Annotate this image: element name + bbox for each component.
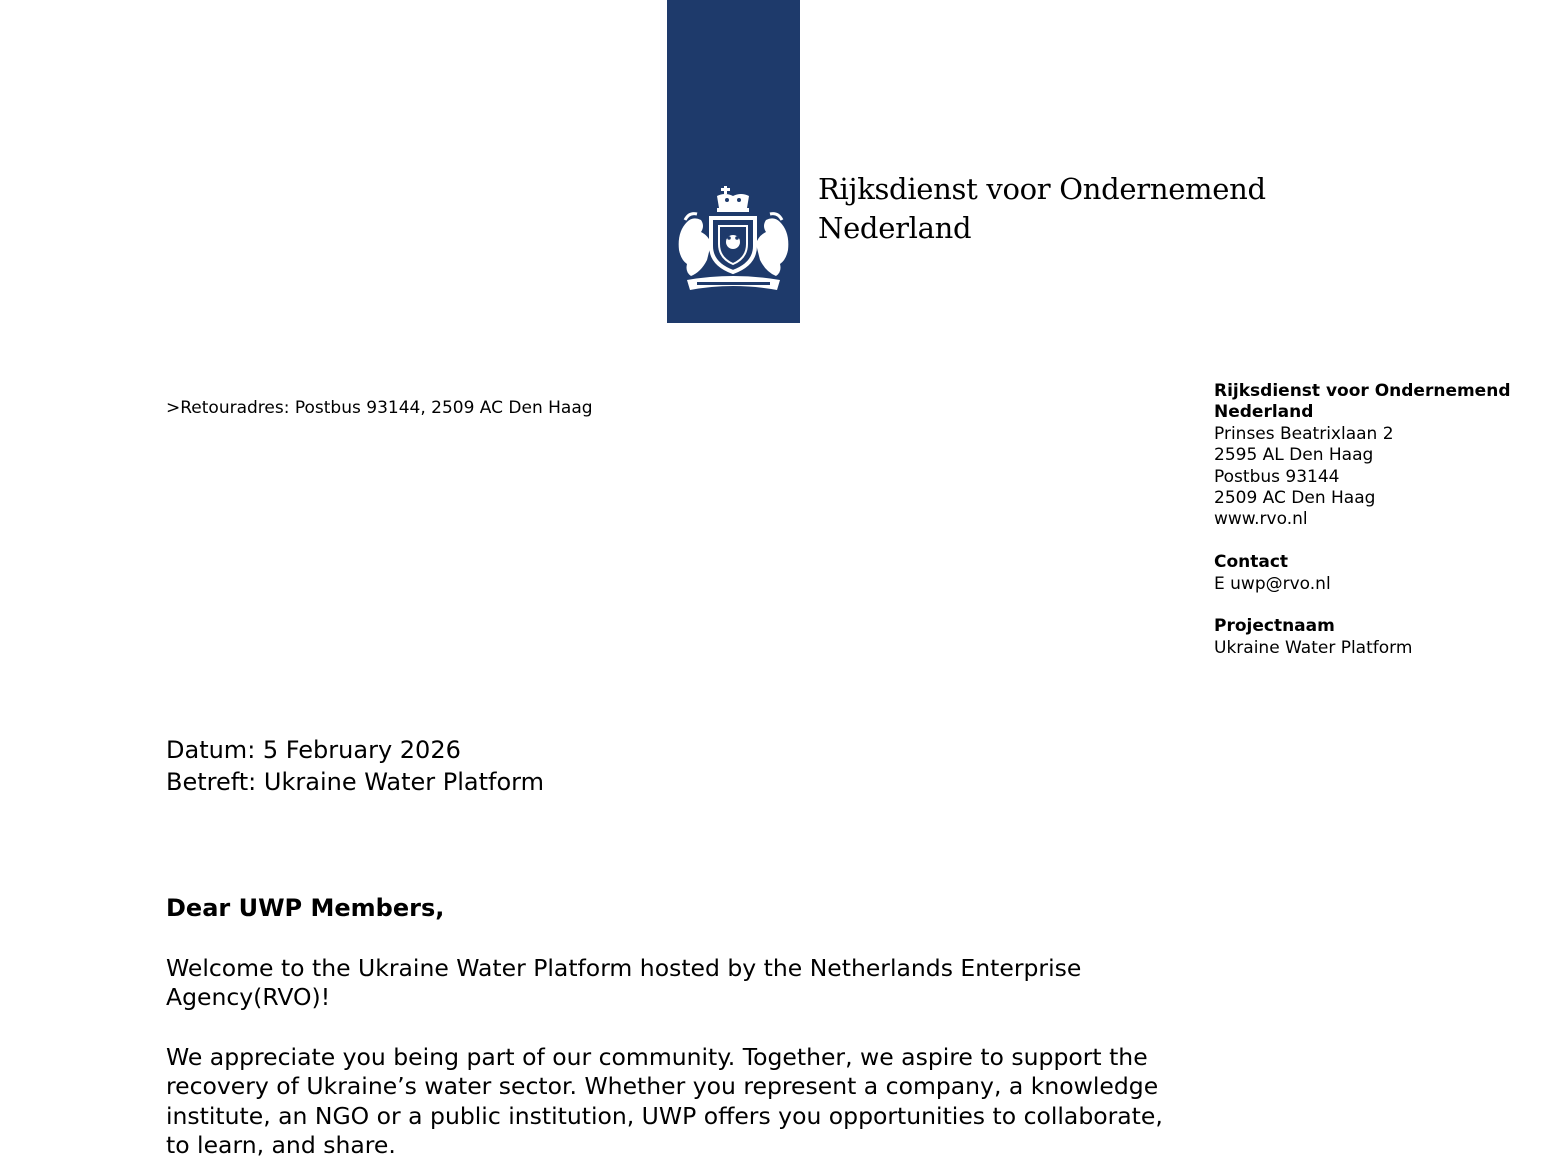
letter-paragraph: Welcome to the Ukraine Water Platform hosted by the Netherlands Enterprise Agency(RVO)! [166,954,1082,1012]
sidebar-website: www.rvo.nl [1214,509,1308,530]
sidebar-contact-email: E uwp@rvo.nl [1214,573,1331,594]
org-wordmark [818,170,1266,248]
letter-greeting: Dear UWP Members, [166,894,445,922]
sidebar-address-postbus: Postbus 93144 [1214,466,1340,487]
sidebar-project-heading: Projectnaam [1214,616,1335,637]
sidebar-org-line1: Rijksdienst voor Ondernemend [1214,381,1511,401]
royal-coat-of-arms-icon [667,180,800,295]
sender-sidebar [1214,381,1544,659]
sidebar-address-postcode: 2595 AL Den Haag [1214,445,1374,466]
sidebar-contact-heading: Contact [1214,552,1289,573]
logo-ribbon [667,0,800,323]
sidebar-org-line2: Nederland [1214,402,1314,423]
org-wordmark-line1: Rijksdienst voor Ondernemend [818,172,1266,206]
letter-subject: Betreft: Ukraine Water Platform [166,768,544,796]
letter-meta [166,734,544,798]
sidebar-project-name: Ukraine Water Platform [1214,637,1413,658]
sidebar-address-postbus-postcode: 2509 AC Den Haag [1214,488,1376,509]
sidebar-spacer [1214,531,1544,552]
org-wordmark-line2: Nederland [818,211,972,245]
sidebar-spacer [1214,595,1544,616]
letter-paragraph: We appreciate you being part of our community. Together, we aspire to support the recovery of Ukraine’s water sector. Whether you represent a company, a knowledge institute, an NGO or a public institution, UWP offers you opportunities to collaborate, to learn, and share. [166,1043,1163,1160]
letter-date: Datum: 5 February 2026 [166,736,461,764]
return-address: >Retouradres: Postbus 93144, 2509 AC Den Haag [166,398,593,418]
sidebar-address-street: Prinses Beatrixlaan 2 [1214,423,1394,444]
